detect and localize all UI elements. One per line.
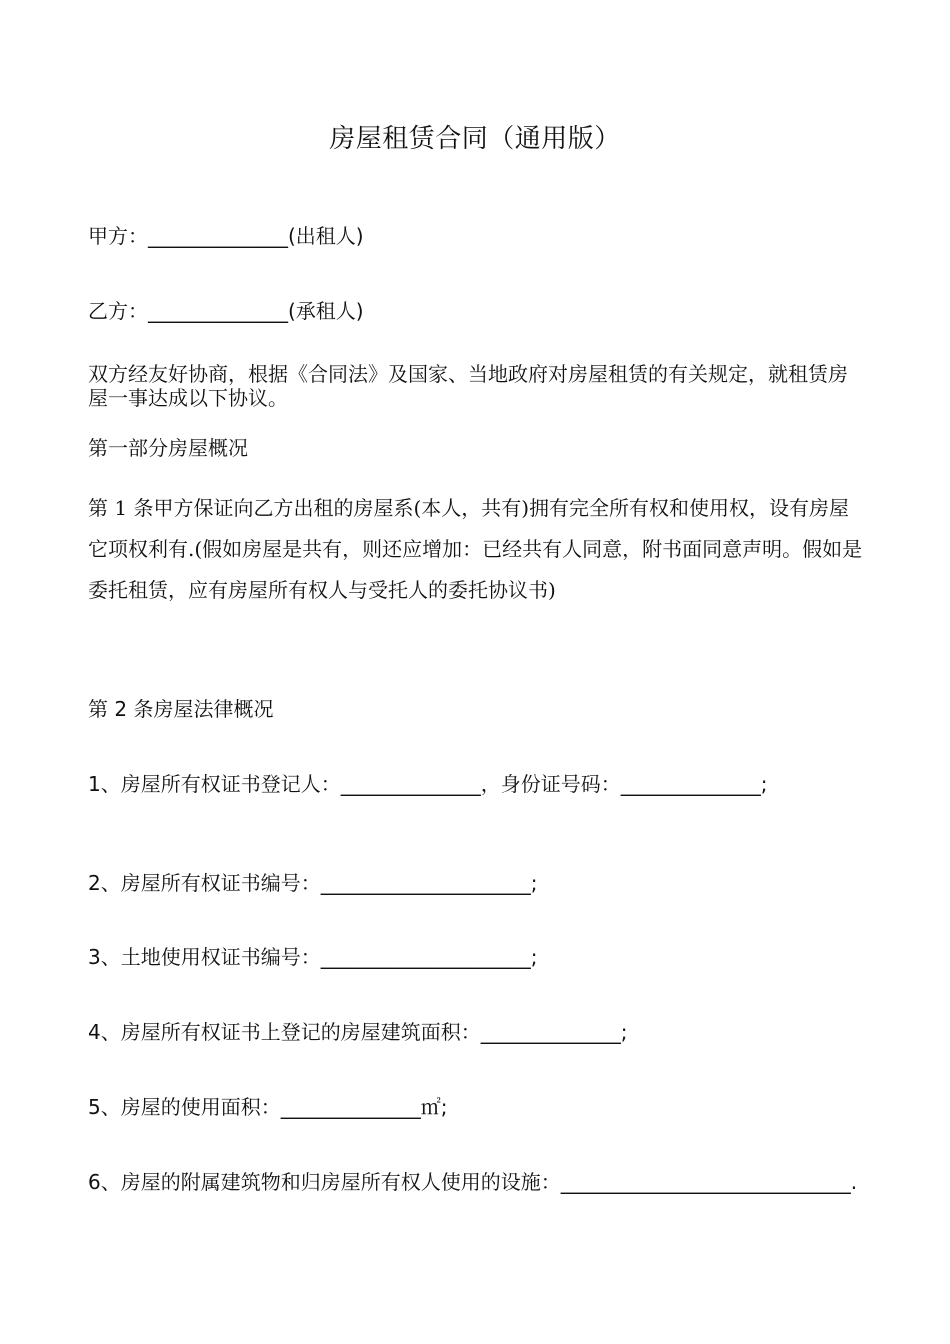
part1-heading: 第一部分房屋概况 <box>88 436 248 460</box>
list-item-1: 1、房屋所有权证书登记人：______________，身份证号码：______________; <box>88 772 768 796</box>
list-item-2: 2、房屋所有权证书编号：_____________________; <box>88 871 538 895</box>
list-item-5: 5、房屋的使用面积：______________㎡; <box>88 1095 448 1119</box>
document-title: 房屋租赁合同（通用版） <box>329 124 621 154</box>
list-item-4: 4、房屋所有权证书上登记的房屋建筑面积：______________; <box>88 1020 628 1044</box>
party-a-line: 甲方：______________(出租人) <box>88 224 364 248</box>
article-1-paragraph: 第 1 条甲方保证向乙方出租的房屋系(本人，共有)拥有完全所有权和使用权，设有房屋它项权利有.(假如房屋是共有，则还应增加：已经共有人同意，附书面同意声明。假如是委托租赁，应有房屋所有权人与受托人的委托协议书) <box>88 496 863 602</box>
article-2-heading: 第 2 条房屋法律概况 <box>88 697 274 721</box>
intro-paragraph: 双方经友好协商，根据《合同法》及国家、当地政府对房屋租赁的有关规定，就租赁房屋一事达成以下协议。 <box>88 362 848 410</box>
list-item-3: 3、土地使用权证书编号：_____________________; <box>88 945 538 969</box>
list-item-6: 6、房屋的附属建筑物和归房屋所有权人使用的设施：_____________________________. <box>88 1170 858 1194</box>
party-b-line: 乙方：______________(承租人) <box>88 299 364 323</box>
